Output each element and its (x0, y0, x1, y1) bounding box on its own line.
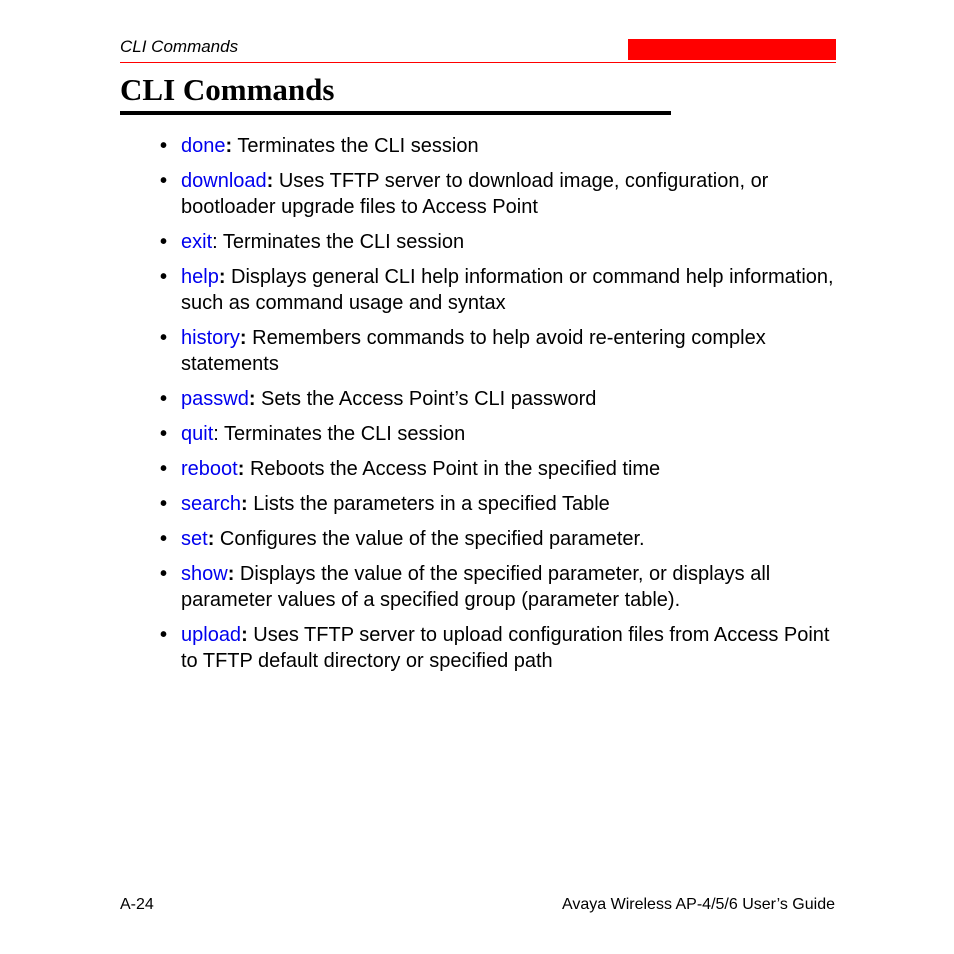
command-description: Displays the value of the specified parameter, or displays all parameter values of a specified group (parameter table). (181, 563, 771, 611)
command-item-history (160, 325, 840, 377)
command-name-link[interactable]: passwd (181, 388, 249, 410)
command-item-search (160, 491, 840, 517)
bullet-icon: • (160, 266, 168, 288)
command-name-link[interactable]: quit (181, 423, 214, 445)
running-header: CLI Commands (120, 37, 239, 56)
bullet-icon: • (160, 423, 168, 445)
command-colon: : (212, 231, 218, 253)
command-description: Uses TFTP server to upload configuration files from Access Point to TFTP default directory or specified path (181, 624, 830, 672)
command-colon: : (207, 528, 215, 550)
bullet-icon: • (160, 624, 168, 646)
command-name-link[interactable]: search (181, 493, 242, 515)
command-name-link[interactable]: download (181, 170, 267, 192)
command-description: Reboots the Access Point in the specified time (244, 458, 661, 480)
command-description: Configures the value of the specified parameter. (214, 528, 645, 550)
command-colon: : (218, 266, 226, 288)
command-name-link[interactable]: upload (181, 624, 242, 646)
command-colon: : (225, 135, 233, 157)
command-item-reboot (160, 456, 840, 482)
bullet-icon: • (160, 170, 168, 192)
bullet-icon: • (160, 528, 168, 550)
command-item-passwd (160, 386, 840, 412)
command-description: Remembers commands to help avoid re-entering complex statements (181, 327, 766, 375)
command-description: Uses TFTP server to download image, configuration, or bootloader upgrade files to Access Point (181, 170, 769, 218)
command-name-link[interactable]: help (181, 266, 219, 288)
command-description: Terminates the CLI session (217, 231, 465, 253)
command-description: Terminates the CLI session (232, 135, 479, 157)
command-description: Terminates the CLI session (218, 423, 466, 445)
command-colon: : (213, 423, 219, 445)
command-description: Displays general CLI help information or command help information, such as command usage and syntax (181, 266, 834, 314)
bullet-icon: • (160, 327, 168, 349)
command-colon: : (248, 388, 256, 410)
command-colon: : (239, 327, 247, 349)
command-item-show (160, 561, 840, 613)
command-item-quit (160, 421, 840, 447)
page-title: CLI Commands (120, 72, 335, 107)
header-red-bar (628, 39, 836, 60)
command-item-exit (160, 229, 840, 255)
header-rule (120, 62, 836, 63)
command-list (160, 133, 840, 683)
bullet-icon: • (160, 135, 168, 157)
command-colon: : (227, 563, 235, 585)
command-name-link[interactable]: exit (181, 231, 213, 253)
bullet-icon: • (160, 388, 168, 410)
bullet-icon: • (160, 563, 168, 585)
command-colon: : (237, 458, 245, 480)
command-description: Lists the parameters in a specified Table (247, 493, 610, 515)
command-name-link[interactable]: set (181, 528, 208, 550)
bullet-icon: • (160, 231, 168, 253)
bullet-icon: • (160, 458, 168, 480)
command-name-link[interactable]: history (181, 327, 240, 349)
title-rule (120, 111, 671, 115)
command-item-upload (160, 622, 840, 674)
command-name-link[interactable]: reboot (181, 458, 238, 480)
command-item-done (160, 133, 840, 159)
footer-guide-title: Avaya Wireless AP-4/5/6 User’s Guide (561, 896, 835, 913)
command-item-download (160, 168, 840, 220)
bullet-icon: • (160, 493, 168, 515)
command-name-link[interactable]: show (181, 563, 228, 585)
command-description: Sets the Access Point’s CLI password (255, 388, 597, 410)
command-colon: : (266, 170, 274, 192)
command-name-link[interactable]: done (181, 135, 226, 157)
footer-page-number: A-24 (120, 896, 154, 913)
command-item-set (160, 526, 840, 552)
command-colon: : (241, 493, 248, 515)
command-item-help (160, 264, 840, 316)
command-colon: : (241, 624, 248, 646)
